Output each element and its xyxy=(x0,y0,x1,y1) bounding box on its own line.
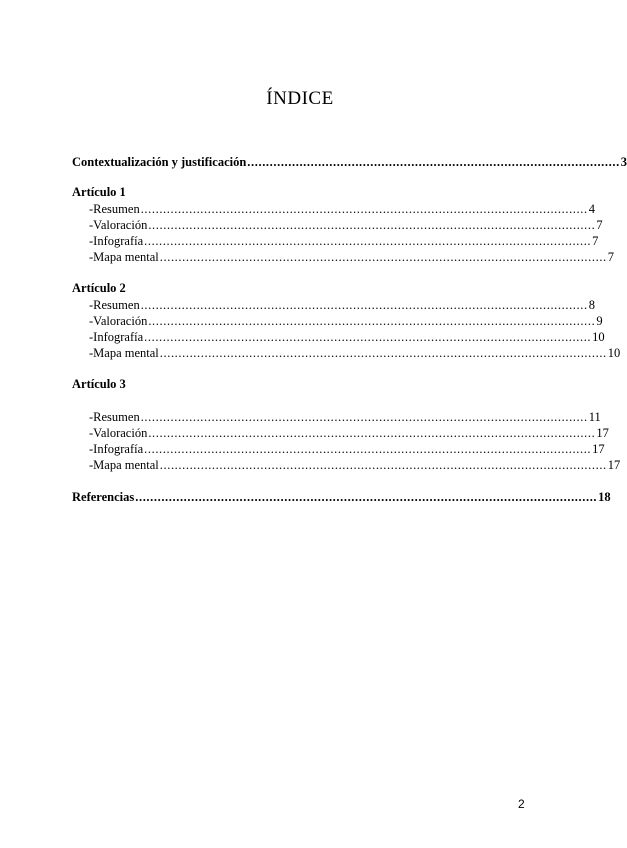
toc-entry-art3-mapa-mental[interactable] xyxy=(72,457,621,473)
toc-entry-page: 11 xyxy=(588,410,601,424)
list-dash: - xyxy=(89,218,94,232)
dot-leader: ........................................................................................................................ xyxy=(144,330,592,344)
list-dash: - xyxy=(89,250,94,264)
list-dash: - xyxy=(89,346,94,360)
toc-entry-page: 7 xyxy=(596,218,603,232)
toc-entry-label: Valoración xyxy=(93,314,148,328)
toc-entry-art1-infografia[interactable] xyxy=(72,233,599,249)
toc-entry-art3-infografia[interactable] xyxy=(72,441,605,457)
dot-leader: ........................................................................................................................ xyxy=(140,298,588,312)
toc-entry-page: 10 xyxy=(592,330,605,344)
toc-entry-label: Infografía xyxy=(93,330,144,344)
toc-entry-label: Mapa mental xyxy=(93,250,159,264)
toc-entry-page: 10 xyxy=(607,346,621,360)
dot-leader: ........................................................................................................................ xyxy=(144,234,592,248)
index-title: ÍNDICE xyxy=(266,88,334,109)
toc-entry-label: Resumen xyxy=(93,202,140,216)
section-heading-articulo-2: Artículo 2 xyxy=(72,281,126,295)
toc-entry-label: Resumen xyxy=(93,298,140,312)
dot-leader: ........................................................................................................................ xyxy=(140,202,588,216)
list-dash: - xyxy=(89,330,94,344)
dot-leader: ........................................................................................................................ xyxy=(159,250,607,264)
list-dash: - xyxy=(89,410,94,424)
section-heading-articulo-1: Artículo 1 xyxy=(72,185,126,199)
toc-entry-label: Valoración xyxy=(93,218,148,232)
dot-leader: ........................................................................................................................ xyxy=(159,458,607,472)
toc-entry-art2-mapa-mental[interactable] xyxy=(72,345,621,361)
toc-entry-art1-valoracion[interactable] xyxy=(72,217,603,233)
toc-entry-art2-infografia[interactable] xyxy=(72,329,605,345)
dot-leader: ........................................................................................................................ xyxy=(148,314,596,328)
toc-entry-referencias[interactable] xyxy=(72,489,611,505)
toc-entry-page: 7 xyxy=(592,234,599,248)
toc-entry-page: 18 xyxy=(598,490,611,504)
toc-entry-label: Infografía xyxy=(93,442,144,456)
toc-entry-label: Mapa mental xyxy=(93,458,159,472)
dot-leader: ........................................................................................................................ xyxy=(140,410,588,424)
dot-leader: ........................................................................................................................ xyxy=(159,346,607,360)
toc-entry-page: 7 xyxy=(607,250,615,264)
list-dash: - xyxy=(89,442,94,456)
toc-entry-art1-resumen[interactable] xyxy=(72,201,595,217)
dot-leader: ........................................................................................................................ xyxy=(148,218,596,232)
toc-entry-art2-resumen[interactable] xyxy=(72,297,595,313)
toc-entry-label: Mapa mental xyxy=(93,346,159,360)
list-dash: - xyxy=(89,426,94,440)
toc-entry-page: 17 xyxy=(596,426,609,440)
dot-leader: ........................................................................................................................ xyxy=(144,442,592,456)
dot-leader: .................................................................................................... xyxy=(247,155,620,169)
toc-entry-art3-resumen[interactable] xyxy=(72,409,601,425)
section-heading-articulo-3: Artículo 3 xyxy=(72,377,126,391)
list-dash: - xyxy=(89,202,94,216)
toc-entry-label: Resumen xyxy=(93,410,140,424)
toc-entry-art3-valoracion[interactable] xyxy=(72,425,609,441)
toc-entry-page: 3 xyxy=(620,155,627,169)
toc-entry-page: 17 xyxy=(607,458,621,472)
toc-entry-art2-valoracion[interactable] xyxy=(72,313,603,329)
toc-entry-label: Referencias xyxy=(72,490,135,504)
toc-entry-page: 17 xyxy=(592,442,605,456)
toc-entry-page: 9 xyxy=(596,314,603,328)
dot-leader: ............................................................................................................................ xyxy=(135,490,598,504)
toc-entry-contextualizacion[interactable] xyxy=(72,154,627,170)
list-dash: - xyxy=(89,234,94,248)
toc-entry-art1-mapa-mental[interactable] xyxy=(72,249,615,265)
toc-entry-page: 4 xyxy=(588,202,595,216)
toc-entry-label: Contextualización y justificación xyxy=(72,155,247,169)
list-dash: - xyxy=(89,298,94,312)
page-number: 2 xyxy=(518,797,525,811)
toc-entry-label: Infografía xyxy=(93,234,144,248)
list-dash: - xyxy=(89,314,94,328)
list-dash: - xyxy=(89,458,94,472)
dot-leader: ........................................................................................................................ xyxy=(148,426,596,440)
toc-entry-label: Valoración xyxy=(93,426,148,440)
toc-entry-page: 8 xyxy=(588,298,595,312)
